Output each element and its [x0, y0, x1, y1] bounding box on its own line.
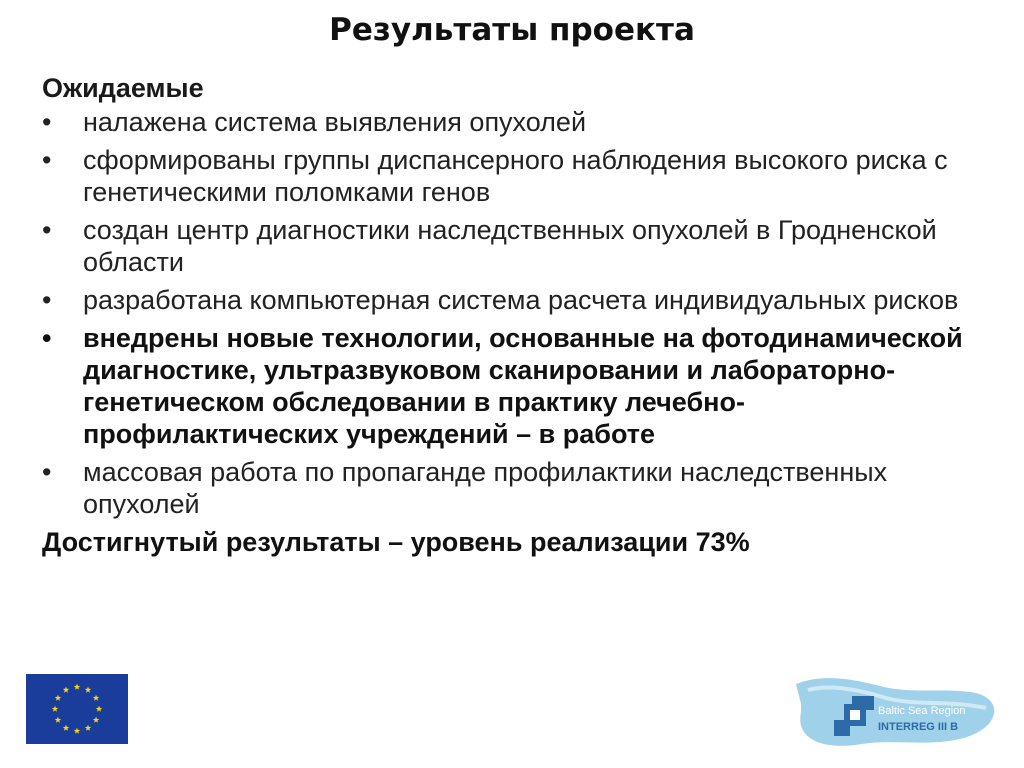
baltic-logo-line2: INTERREG III B — [878, 721, 959, 733]
bullet-icon: • — [42, 107, 52, 137]
bullet-text: внедрены новые технологии, основанные на фотодинамической диагностике, ультразвуковом сканировании и лабораторно-генетическом обследовании в практику лечебно-профилактических учреждений – в работе — [83, 323, 963, 449]
eu-flag-icon — [26, 674, 128, 744]
expected-subheading: Ожидаемые — [42, 73, 204, 103]
bullet-icon: • — [42, 285, 52, 315]
achieved-result: Достигнутый результаты – уровень реализации 73% — [42, 527, 750, 557]
bullet-icon: • — [42, 323, 52, 353]
bullet-text: создан центр диагностики наследственных опухолей в Гродненской области — [83, 215, 937, 277]
bullet-item-highlight — [42, 322, 982, 450]
expected-results-list — [42, 106, 982, 520]
slide-title: Результаты проекта — [329, 12, 695, 48]
baltic-logo-line1: Baltic Sea Region — [878, 705, 966, 717]
eu-flag-graphic — [26, 674, 128, 744]
bullet-text: массовая работа по пропаганде профилактики наследственных опухолей — [83, 457, 888, 519]
slide-content — [42, 72, 982, 558]
bullet-item — [42, 214, 982, 278]
bullet-text: разработана компьютерная система расчета индивидуальных рисков — [83, 285, 959, 315]
bullet-item — [42, 106, 982, 138]
bullet-item — [42, 284, 982, 316]
bullet-text: налажена система выявления опухолей — [83, 107, 587, 137]
bullet-item — [42, 144, 982, 208]
bullet-item — [42, 456, 982, 520]
bullet-icon: • — [42, 215, 52, 245]
bullet-text: сформированы группы диспансерного наблюдения высокого риска с генетическими поломками генов — [83, 145, 948, 207]
bullet-icon: • — [42, 457, 52, 487]
baltic-sea-region-logo — [790, 670, 1000, 755]
bullet-icon: • — [42, 145, 52, 175]
